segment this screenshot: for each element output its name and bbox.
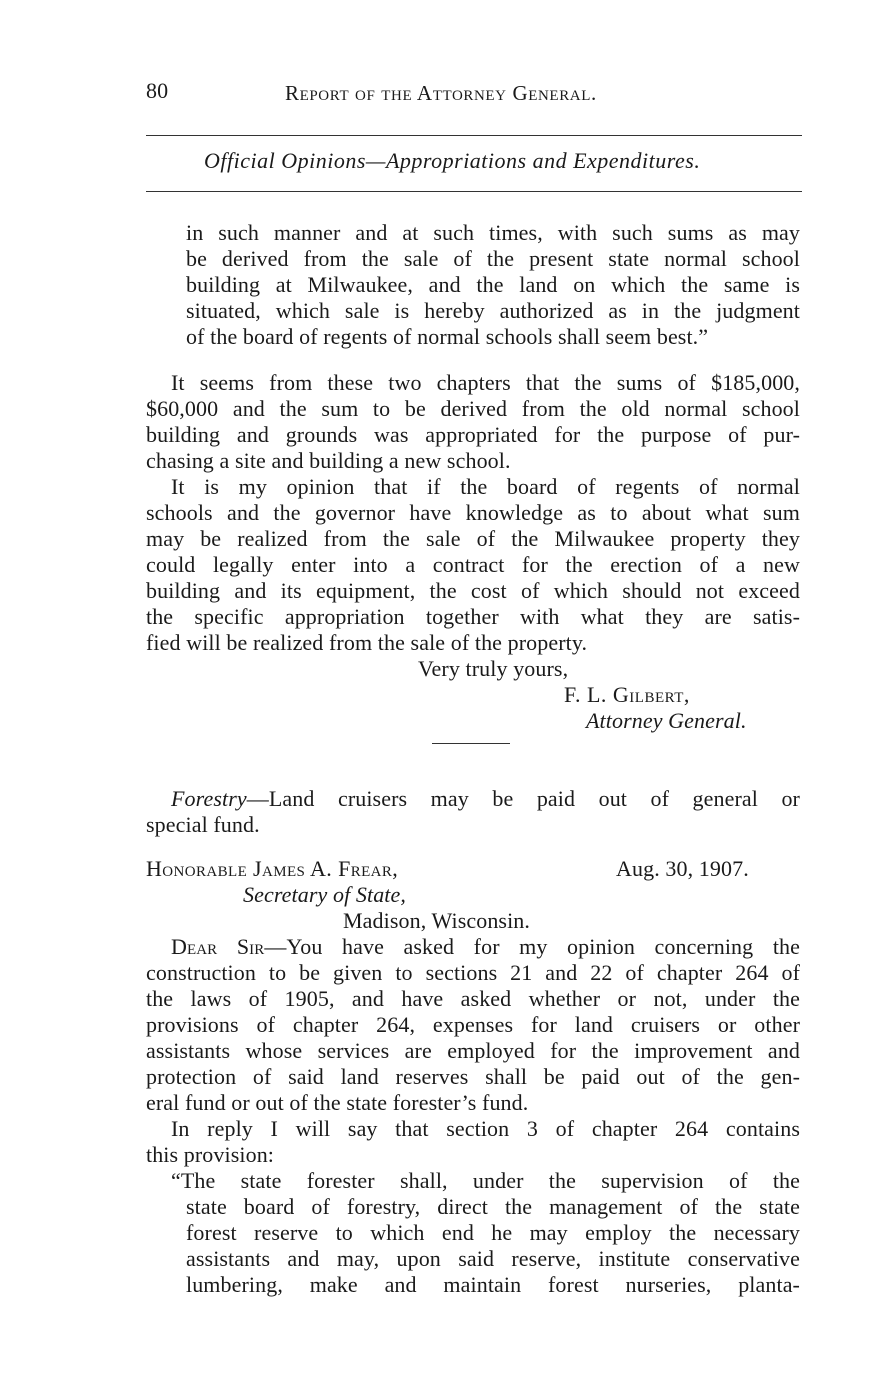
- section-title: Official Opinions—Appropriations and Expenditures.: [204, 148, 701, 173]
- text-line: protection of said land reserves shall be paid out of the gen-: [146, 1064, 800, 1089]
- signer-title: Attorney General.: [586, 708, 747, 733]
- closing: Very truly yours,: [418, 656, 569, 681]
- letter-date: Aug. 30, 1907.: [616, 856, 749, 881]
- letter-text: —You have asked for my opinion concerning the: [264, 934, 800, 959]
- text-line: construction to be given to sections 21 and 22 of chapter 264 of: [146, 960, 800, 985]
- page-number: 80: [146, 78, 169, 103]
- text-line: building and grounds was appropriated for the purpose of pur-: [146, 422, 800, 447]
- text-line: may be realized from the sale of the Milwaukee property they: [146, 526, 800, 551]
- text-line: could legally enter into a contract for the erection of a new: [146, 552, 800, 577]
- headnote-text: —Land cruisers may be paid out of general or: [246, 786, 800, 811]
- text-line: chasing a site and building a new school.: [146, 448, 511, 473]
- salutation-line: [171, 934, 800, 960]
- headnote-line-2: special fund.: [146, 812, 260, 837]
- text-line: assistants and may, upon said reserve, institute conservative: [186, 1246, 800, 1271]
- headnote-line: [171, 786, 800, 812]
- text-line: eral fund or out of the state forester’s fund.: [146, 1090, 529, 1115]
- running-title: Report of the Attorney General.: [285, 81, 597, 105]
- text-line: be derived from the sale of the present state normal school: [186, 246, 800, 271]
- text-line: state board of forestry, direct the management of the state: [186, 1194, 800, 1219]
- salutation: Dear Sir: [171, 934, 265, 959]
- text-line: provisions of chapter 264, expenses for land cruisers or other: [146, 1012, 800, 1037]
- text-line: fied will be realized from the sale of the property.: [146, 630, 588, 655]
- text-line: “The state forester shall, under the supervision of the: [171, 1168, 800, 1193]
- text-line: in such manner and at such times, with such sums as may: [186, 220, 800, 245]
- text-line: the specific appropriation together with what they are satis-: [146, 604, 800, 629]
- text-line: In reply I will say that section 3 of chapter 264 contains: [171, 1116, 800, 1141]
- text-line: It is my opinion that if the board of regents of normal: [171, 474, 800, 499]
- text-line: lumbering, make and maintain forest nurseries, planta-: [186, 1272, 800, 1297]
- text-line: It seems from these two chapters that the sums of $185,000,: [171, 370, 800, 395]
- signer-name: F. L. Gilbert,: [564, 682, 690, 707]
- addressee-title: Secretary of State,: [243, 882, 406, 907]
- addressee: Honorable James A. Frear,: [146, 856, 399, 881]
- text-line: schools and the governor have knowledge as to about what sum: [146, 500, 800, 525]
- text-line: the laws of 1905, and have asked whether or not, under the: [146, 986, 800, 1011]
- text-line: situated, which sale is hereby authorized as in the judgment: [186, 298, 800, 323]
- addressee-location: Madison, Wisconsin.: [343, 908, 530, 933]
- section-divider: [432, 743, 510, 744]
- text-line: this provision:: [146, 1142, 275, 1167]
- text-line: $60,000 and the sum to be derived from the old normal school: [146, 396, 800, 421]
- text-line: building at Milwaukee, and the land on which the same is: [186, 272, 800, 297]
- text-line: building and its equipment, the cost of which should not exceed: [146, 578, 800, 603]
- text-line: of the board of regents of normal schools shall seem best.”: [186, 324, 709, 349]
- text-line: forest reserve to which end he may employ the necessary: [186, 1220, 800, 1245]
- headnote-topic: Forestry: [171, 786, 247, 811]
- header-rule-bottom: [146, 191, 802, 192]
- header-rule-top: [146, 135, 802, 136]
- text-line: assistants whose services are employed for the improvement and: [146, 1038, 800, 1063]
